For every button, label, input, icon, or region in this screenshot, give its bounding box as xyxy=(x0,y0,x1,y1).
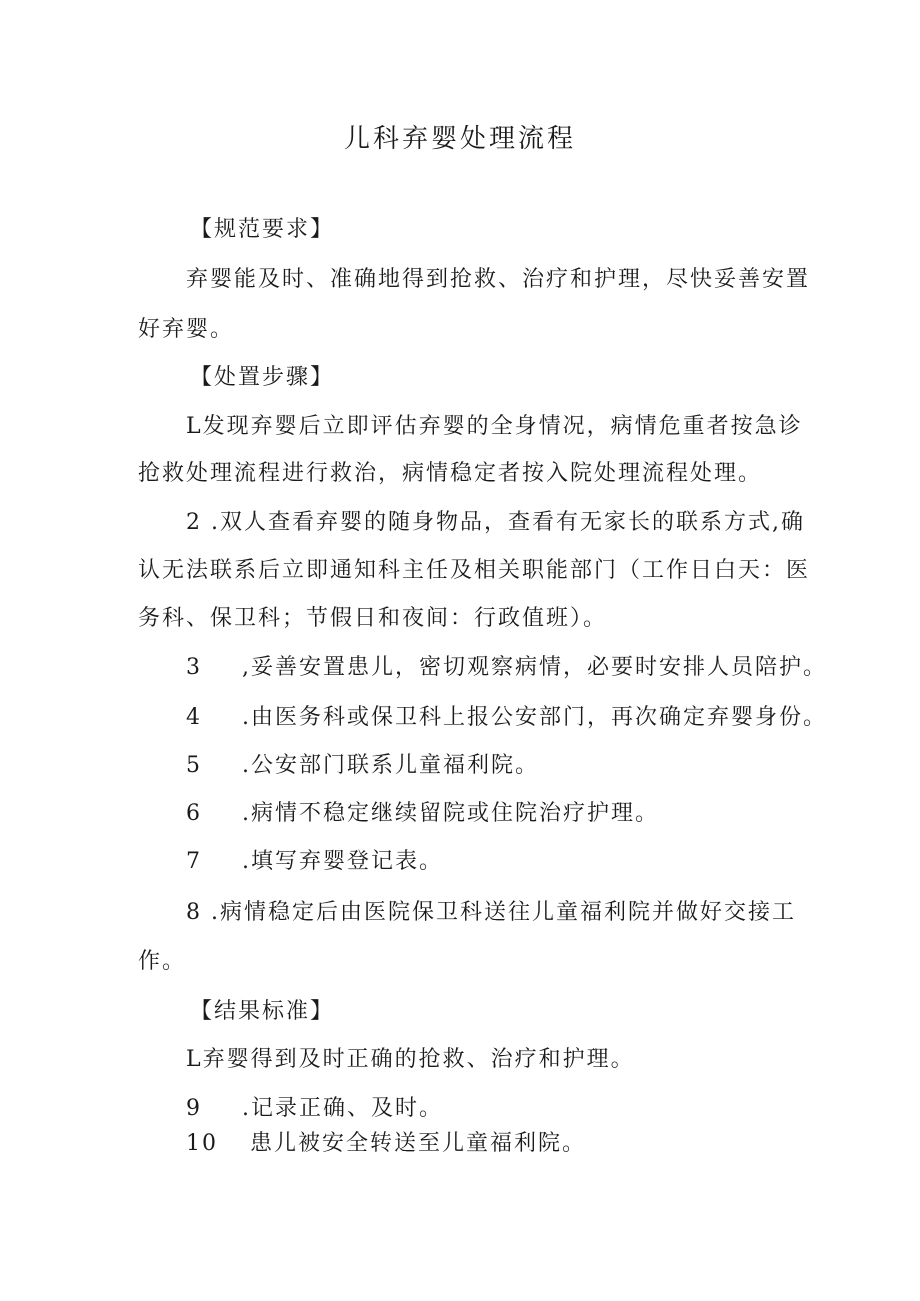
steps-heading: 【处置步骤】 xyxy=(190,365,335,390)
result-number: 10 xyxy=(186,1131,218,1156)
step-2-line-3: 务科、保卫科；节假日和夜间：行政值班）。 xyxy=(138,606,608,631)
step-text: .填写弃婴登记表。 xyxy=(242,849,443,874)
step-4 xyxy=(186,702,827,734)
requirements-text-line-1: 弃婴能及时、准确地得到抢救、治疗和护理，尽快妥善安置 xyxy=(186,267,811,292)
step-1-line-2: 抢救处理流程进行救治，病情稳定者按入院处理流程处理。 xyxy=(138,461,763,486)
result-1: L弃婴得到及时正确的抢救、治疗和护理。 xyxy=(186,1047,635,1072)
step-2-line-2: 认无法联系后立即通知科主任及相关职能部门（工作日白天：医 xyxy=(138,558,811,583)
results-heading: 【结果标准】 xyxy=(190,999,335,1024)
step-number: 7 xyxy=(186,849,202,874)
result-number: 9 xyxy=(186,1096,202,1121)
step-text: .公安部门联系儿童福利院。 xyxy=(242,753,539,778)
step-text: ,妥善安置患儿，密切观察病情，必要时安排人员陪护。 xyxy=(242,655,827,680)
step-3 xyxy=(186,652,827,684)
step-text: .病情不稳定继续留院或住院治疗护理。 xyxy=(242,801,659,826)
step-7 xyxy=(186,846,443,878)
step-2-line-1: 2 .双人查看弃婴的随身物品，查看有无家长的联系方式,确 xyxy=(186,510,805,535)
result-10 xyxy=(186,1128,586,1160)
requirements-heading: 【规范要求】 xyxy=(190,217,335,242)
result-text: 患儿被安全转送至儿童福利院。 xyxy=(250,1131,587,1156)
step-6 xyxy=(186,798,659,830)
step-1-line-1: L发现弃婴后立即评估弃婴的全身情况，病情危重者按急诊 xyxy=(186,414,803,439)
step-number: 4 xyxy=(186,705,202,730)
step-number: 5 xyxy=(186,753,202,778)
step-8-line-1: 8 .病情稳定后由医院保卫科送往儿童福利院并做好交接工 xyxy=(186,900,796,925)
result-text: .记录正确、及时。 xyxy=(242,1096,443,1121)
requirements-text-line-2: 好弃婴。 xyxy=(138,317,235,342)
step-number: 6 xyxy=(186,801,202,826)
step-5 xyxy=(186,750,539,782)
result-9 xyxy=(186,1093,443,1125)
step-8-line-2: 作。 xyxy=(138,949,187,974)
document-title: 儿科弃婴处理流程 xyxy=(343,124,576,154)
step-text: .由医务科或保卫科上报公安部门，再次确定弃婴身份。 xyxy=(242,705,827,730)
step-number: 3 xyxy=(186,655,202,680)
